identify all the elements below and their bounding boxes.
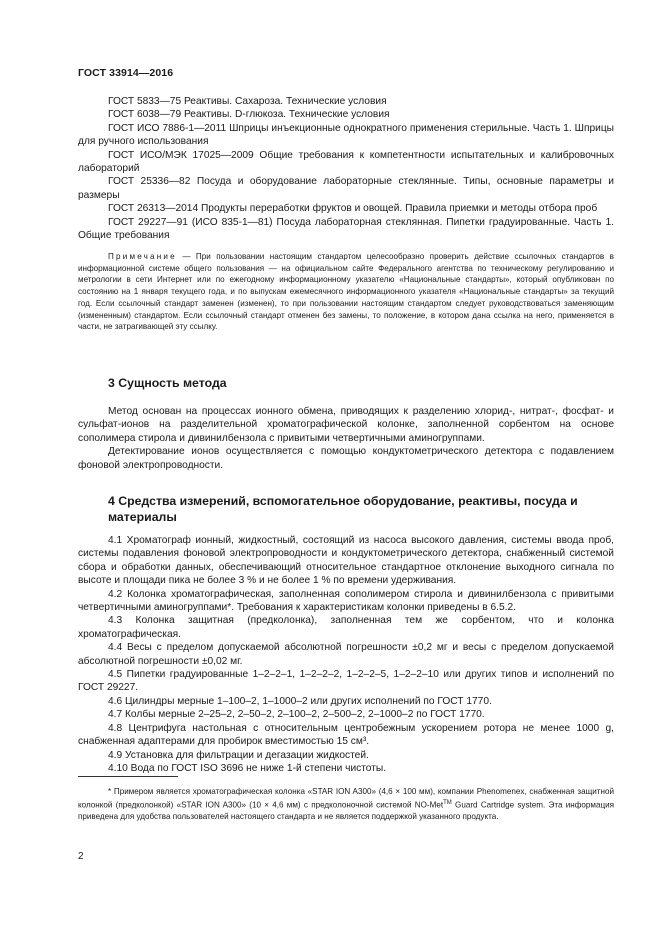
paragraph: Детектирование ионов осуществляется с помощью кондуктометрического детектора с подавлением фоновой электропроводности. [78, 446, 614, 471]
footnote-text-part2: Guard Cartridge system. Эта информация приведена для удобства пользователей настоящего стандарта и не является поддержкой указанного продукта. [78, 800, 614, 821]
trademark-mark: TM [443, 799, 452, 806]
reference-item: ГОСТ 6038—79 Реактивы. D-глюкоза. Технические условия [108, 109, 390, 121]
reference-item: ГОСТ 5833—75 Реактивы. Сахароза. Технические условия [108, 96, 387, 107]
section-4-body [78, 534, 614, 775]
clause-item: 4.2 Колонка хроматографическая, заполненная сополимером стирола и дивинилбензола с привитыми четвертичными аминогруппами*. Требования к характеристикам колонки приведены в 6.5.2. [78, 588, 614, 614]
section-3-title: 3 Сущность метода [108, 376, 227, 390]
page-number: 2 [78, 851, 84, 862]
clause-item: 4.3 Колонка защитная (предколонка), заполненная тем же сорбентом, что и колонка хроматографическая. [78, 615, 614, 640]
reference-item: ГОСТ ИСО 7886-1—2011 Шприцы инъекционные однократного применения стерильные. Часть 1. Шприцы для ручного использования [78, 122, 614, 148]
reference-item: ГОСТ 26313—2014 Продукты переработки фруктов и овощей. Правила приемки и методы отбора проб [108, 203, 598, 215]
clause-item: 4.1 Хроматограф ионный, жидкостный, состоящий из насоса высокого давления, системы ввода проб, системы подавления фоновой электропроводности и кондуктометрического детектора, снабженный системой сбора и обработки данных, обеспечивающий относительное стандартное отклонение выходного сигнала по высоте и площади пика не более 3 % и не более 1 % по времени удерживания. [78, 535, 614, 587]
footnote [78, 786, 614, 822]
reference-item: ГОСТ 25336—82 Посуда и оборудование лабораторные стеклянные. Типы, основные параметры и размеры [78, 176, 614, 201]
section-4-title: 4 Средства измерений, вспомогательное оборудование, реактивы, посуда и материалы [108, 494, 578, 524]
clause-item: 4.5 Пипетки градуированные 1–2–2–1, 1–2–2–2, 1–2–2–5, 1–2–2–10 или других типов и исполнений по ГОСТ 29227. [78, 669, 614, 694]
reference-item: ГОСТ ИСО/МЭК 17025—2009 Общие требования к компетентности испытательных и калибровочных лабораторий [78, 149, 614, 175]
clause-item: 4.10 Вода по ГОСТ ISO 3696 не ниже 1-й степени чистоты. [108, 762, 387, 774]
footnote-text-part1: * Примером является хроматографическая колонка «STAR ION A300» (4,6 × 100 мм), компании Phenomenex, снабженная защитной колонкой (предколонкой) «STAR ION A300» (10 × 4,6 мм) с предколоночной системой NO-Met [78, 787, 614, 810]
clause-item: 4.4 Весы с пределом допускаемой абсолютной погрешности ±0,2 мг и весы с пределом допускаемой абсолютной погрешности ±0,02 мг. [78, 642, 614, 667]
reference-item: ГОСТ 29227—91 (ИСО 835-1—81) Посуда лабораторная стеклянная. Пипетки градуированные. Часть 1. Общие требования [78, 216, 614, 242]
clause-item: 4.8 Центрифуга настольная с относительным центробежным ускорением ротора не менее 1000 g, снабженная адаптерами для пробирок вместимостью 15 см³. [78, 722, 614, 748]
clause-item: 4.6 Цилиндры мерные 1–100–2, 1–1000–2 или других исполнений по ГОСТ 1770. [108, 695, 492, 707]
footnote-separator [78, 776, 178, 777]
note-label: Примечание [108, 252, 177, 261]
references-note [78, 251, 614, 333]
paragraph: Метод основан на процессах ионного обмена, приводящих к разделению хлорид-, нитрат-, фосфат- и сульфат-ионов на разделительной хроматографической колонке, заполненной сорбентом на основе сополимера стирола и дивинилбензола с привитыми четвертичными аминогруппами. [78, 406, 614, 444]
normative-references-list [78, 95, 614, 242]
document-header: ГОСТ 33914—2016 [78, 67, 174, 79]
section-3-body [78, 405, 614, 472]
note-text: — При пользовании настоящим стандартом целесообразно проверить действие ссылочных стандартов в информационной системе общего пользования — на официальном сайте Федерального агентства по техническому регулированию и метрологии в сети Интернет или по ежегодному информационному указателю «Национальные стандарты», который опубликован по состоянию на 1 января текущего года, и по выпускам ежемесячного информационного указателя «Национальные стандарты» за текущий год. Если ссылочный стандарт заменен (изменен), то при пользовании настоящим стандартом следует руководствоваться заменяющим (измененным) стандартом. Если ссылочный стандарт отменен без замены, то положение, в котором дана ссылка на него, применяется в части, не затрагивающей эту ссылку. [78, 252, 614, 332]
clause-item: 4.7 Колбы мерные 2–25–2, 2–50–2, 2–100–2, 2–500–2, 2–1000–2 по ГОСТ 1770. [108, 709, 485, 721]
clause-item: 4.9 Установка для фильтрации и дегазации жидкостей. [108, 749, 369, 761]
